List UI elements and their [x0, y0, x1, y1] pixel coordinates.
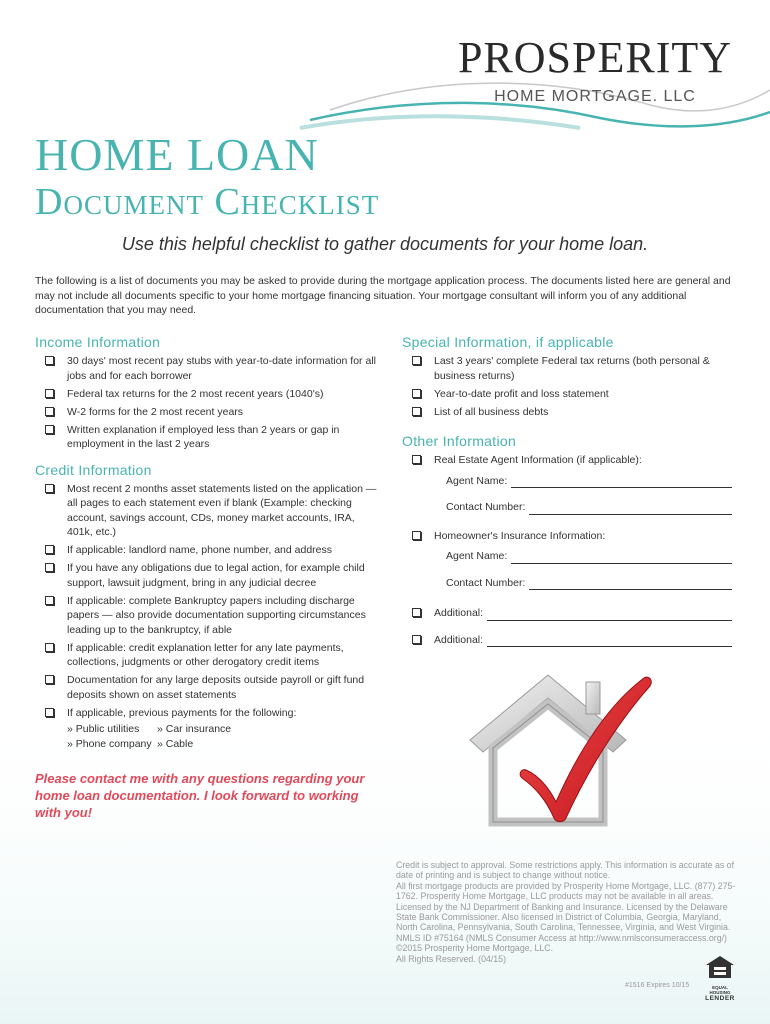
checklist-item: Year-to-date profit and loss statement	[402, 387, 732, 402]
equal-housing-text: EQUAL HOUSING	[709, 985, 731, 995]
contact-number-row	[446, 500, 732, 515]
logo-subtitle: HOME MORTGAGE. LLC	[494, 88, 696, 105]
special-heading: Special Information, if applicable	[402, 334, 614, 350]
credit-heading: Credit Information	[35, 461, 152, 478]
other-list	[402, 453, 732, 647]
contact-number-label: Contact Number:	[446, 501, 526, 513]
contact-message: Please contact me with any questions regarding your home loan documentation. I look forward to working with you!	[35, 771, 365, 820]
checkbox-icon[interactable]	[45, 563, 54, 572]
disclaimer-paragraph: All Rights Reserved. (04/15)	[396, 953, 507, 964]
checkbox-icon[interactable]	[45, 545, 54, 554]
sub-item: » Public utilities	[67, 723, 140, 735]
intro-paragraph: The following is a list of documents you may be asked to provide during the mortgage application process. The documents listed here are general and may not include all documents specific to your home mortgage financing situation. Your mortgage consultant will inform you of any additional documentation that you may need.	[35, 275, 731, 316]
checkbox-icon[interactable]	[412, 635, 421, 644]
title-line-1: HOME LOAN	[35, 129, 319, 180]
logo-name: PROSPERITY	[457, 33, 733, 82]
sub-item: » Cable	[157, 737, 194, 750]
checkbox-icon[interactable]	[45, 643, 54, 652]
title-line-2: Document Checklist	[35, 181, 380, 223]
disclaimer-paragraph: ©2015 Prosperity Home Mortgage, LLC.	[396, 943, 554, 954]
checklist-item: If you have any obligations due to legal action, for example child support, lawsuit judgment, bring in any judicial decree	[35, 561, 380, 590]
contact-number-label: Contact Number:	[446, 576, 526, 589]
right-column	[402, 334, 732, 651]
agent-name-field[interactable]	[511, 476, 732, 488]
checkbox-icon[interactable]	[45, 425, 54, 434]
contact-number-field[interactable]	[529, 578, 732, 590]
equal-housing-icon	[705, 955, 735, 979]
checklist-item: W-2 forms for the 2 most recent years	[35, 405, 380, 420]
checklist-item: If applicable, previous payments for the following: » Public utilities » Car insurance » Phone company » Cable	[35, 706, 380, 752]
company-logo	[455, 33, 735, 106]
checkbox-icon[interactable]	[412, 407, 421, 416]
checklist-item: List of all business debts	[402, 405, 732, 420]
sub-item: » Car insurance	[157, 723, 232, 735]
checkbox-icon[interactable]	[45, 356, 54, 365]
checkbox-icon[interactable]	[45, 407, 54, 416]
house-checkmark-icon	[468, 660, 668, 830]
checklist-item: Written explanation if employed less than 2 years or gap in employment in the last 2 years	[35, 423, 380, 452]
checkbox-icon[interactable]	[45, 484, 54, 493]
checkbox-icon[interactable]	[45, 708, 54, 717]
checklist-item: Last 3 years' complete Federal tax returns (both personal & business returns)	[402, 354, 732, 383]
equal-housing-lender-logo	[702, 955, 738, 1002]
checkbox-icon[interactable]	[412, 389, 421, 398]
checklist-item: Federal tax returns for the 2 most recent years (1040's)	[35, 387, 380, 402]
subtitle: Use this helpful checklist to gather documents for your home loan.	[121, 234, 649, 254]
payments-sub-list	[67, 722, 380, 751]
agent-name-label: Agent Name:	[446, 550, 508, 562]
other-heading: Other Information	[402, 433, 517, 449]
checklist-item	[402, 606, 732, 621]
agent-name-field[interactable]	[511, 552, 732, 564]
special-list	[402, 354, 732, 419]
lender-text: LENDER	[705, 995, 735, 1002]
disclaimer-paragraph: NMLS ID #75164 (NMLS Consumer Access at http://www.nmlsconsumeraccess.org/)	[396, 932, 727, 943]
additional-field[interactable]	[487, 609, 732, 621]
disclaimer-paragraph: All first mortgage products are provided by Prosperity Home Mortgage, LLC. (877) 275-1762. Prosperity Home Mortgage, LLC products may not be available in all areas. Licensed by the NJ Department of Banking and Insurance. Licensed by the Delaware State Bank Commissioner. Also licensed in District of Columbia, Georgia, Maryland, North Carolina, Pennsylvania, South Carolina, Tennessee, Virginia, and West Virginia.	[396, 880, 736, 933]
checkbox-icon[interactable]	[412, 455, 421, 464]
checklist-item: If applicable: landlord name, phone number, and address	[35, 543, 380, 558]
checklist-item: If applicable: complete Bankruptcy papers including discharge papers — also provide documentation supporting circumstances leading up to the bankruptcy, if able	[35, 594, 380, 638]
form-id: #1516 Expires 10/15	[625, 982, 690, 989]
checkbox-icon[interactable]	[412, 608, 421, 617]
credit-list	[35, 482, 380, 752]
additional-row	[434, 633, 732, 648]
checklist-item: 30 days' most recent pay stubs with year-to-date information for all jobs and for each borrower	[35, 354, 380, 383]
additional-field[interactable]	[487, 635, 732, 647]
agent-name-row	[446, 474, 732, 489]
checklist-item: Real Estate Agent Information (if applicable): Agent Name: Contact Number:	[402, 453, 732, 515]
left-column	[35, 334, 380, 755]
checklist-item: Documentation for any large deposits outside payroll or gift fund deposits shown on asset statements	[35, 673, 380, 702]
agent-name-label: Agent Name:	[446, 474, 508, 487]
checkbox-icon[interactable]	[45, 596, 54, 605]
income-list	[35, 354, 380, 452]
checkbox-icon[interactable]	[412, 356, 421, 365]
checklist-item: Most recent 2 months asset statements listed on the application — all pages to each statement even if blank (Example: checking account, savings account, CDs, money market accounts, IRA, 401k, etc.)	[35, 482, 380, 540]
disclaimer-paragraph: Credit is subject to approval. Some restrictions apply. This information is accurate as of date of printing and is subject to change without notice.	[396, 860, 735, 881]
disclaimer	[396, 860, 736, 964]
income-heading: Income Information	[35, 334, 161, 350]
sub-item: » Phone company	[67, 737, 152, 750]
additional-label: Additional:	[434, 607, 484, 619]
checklist-item: Homeowner's Insurance Information: Agent Name: Contact Number:	[402, 529, 732, 591]
contact-number-row	[446, 576, 732, 591]
agent-name-row	[446, 549, 732, 564]
checklist-item: If applicable: credit explanation letter for any late payments, collections, judgments or other derogatory credit items	[35, 641, 380, 670]
additional-row	[434, 606, 732, 621]
checklist-item	[402, 633, 732, 648]
contact-number-field[interactable]	[529, 503, 732, 515]
checkbox-icon[interactable]	[412, 531, 421, 540]
checkbox-icon[interactable]	[45, 675, 54, 684]
checkbox-icon[interactable]	[45, 389, 54, 398]
additional-label: Additional:	[434, 633, 484, 646]
